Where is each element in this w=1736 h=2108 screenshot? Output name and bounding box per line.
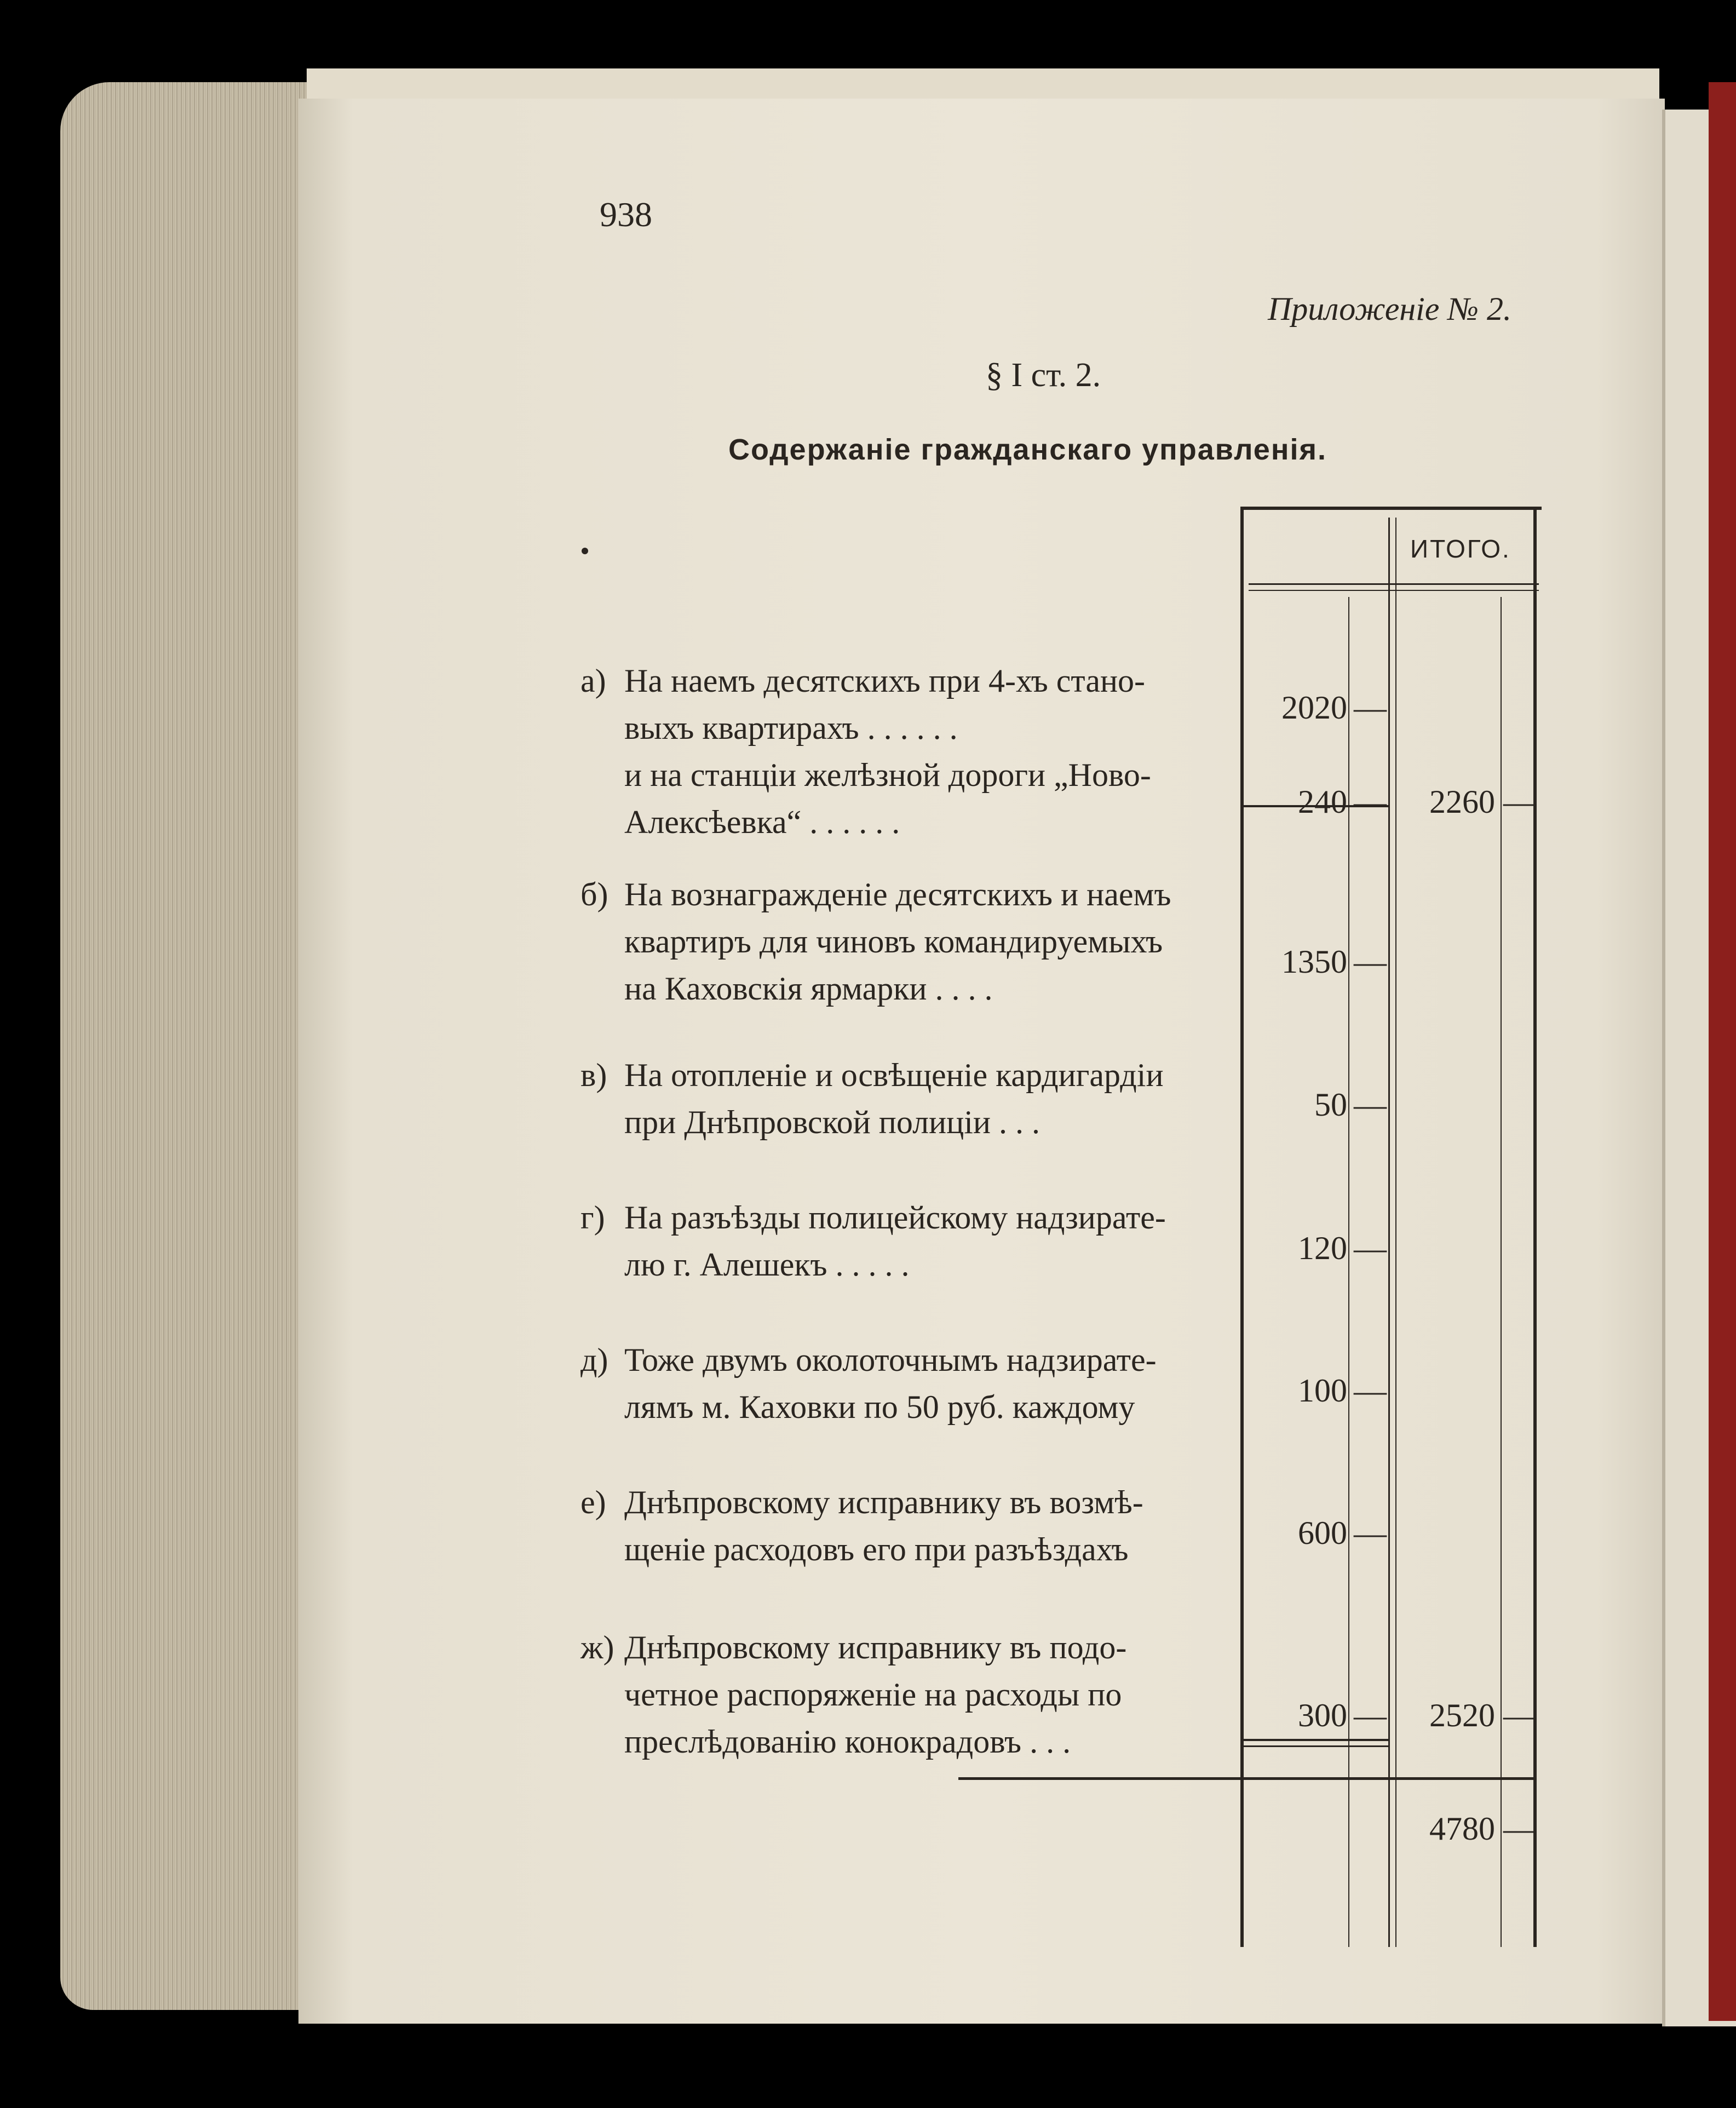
item-line: при Днѣпровской полиціи . . .	[624, 1104, 1041, 1140]
item-line: квартиръ для чиновъ командируемыхъ	[624, 923, 1163, 960]
amount: 50	[1314, 1087, 1347, 1123]
item-label: б)	[580, 876, 608, 912]
item-label: г)	[580, 1199, 605, 1236]
amount: 100	[1298, 1372, 1347, 1409]
book-cover-edge	[1709, 82, 1736, 2021]
amount: 2020	[1281, 690, 1347, 726]
page-number: 938	[600, 195, 652, 234]
subtotal-rule-3	[1240, 1745, 1388, 1747]
amount: 300	[1298, 1697, 1347, 1733]
subtotal: 2260	[1429, 784, 1495, 820]
item-line: лю г. Алешекъ . . . . .	[624, 1247, 910, 1283]
item-line: Алексѣевка“ . . . . . .	[624, 804, 900, 840]
amount: 240	[1298, 784, 1347, 820]
dash: —	[1354, 1372, 1387, 1409]
subcolumn-divider	[1348, 597, 1349, 1947]
amount: 120	[1298, 1230, 1347, 1266]
item-line: На отопленіе и освѣщеніе кардигардіи	[624, 1057, 1164, 1093]
subtotal: 2520	[1429, 1697, 1495, 1733]
stray-dot	[582, 548, 588, 554]
subtotal-rule-2	[1240, 1739, 1388, 1741]
table-left-border	[1240, 507, 1244, 1947]
item-line: выхъ квартирахъ . . . . . .	[624, 710, 958, 746]
dash: —	[1503, 1811, 1536, 1847]
item-line: Днѣпровскому исправнику въ подо-	[624, 1629, 1127, 1665]
dash: —	[1354, 1515, 1387, 1551]
grand-total: 4780	[1429, 1811, 1495, 1847]
dash: —	[1503, 1697, 1536, 1733]
item-line: преслѣдованію конокрадовъ . . .	[624, 1724, 1071, 1760]
dash: —	[1503, 784, 1536, 820]
item-label: д)	[580, 1342, 608, 1378]
item-label: е)	[580, 1484, 606, 1520]
item-line: четное распоряженіе на расходы по	[624, 1676, 1122, 1713]
item-label: а)	[580, 663, 606, 699]
item-line: Тоже двумъ околоточнымъ надзирате-	[624, 1342, 1157, 1378]
amount: 1350	[1281, 944, 1347, 980]
section-title: § I ст. 2.	[986, 357, 1101, 394]
item-line: на Каховскія ярмарки . . . .	[624, 970, 993, 1007]
item-line: щеніе расходовъ его при разъѣздахъ	[624, 1531, 1129, 1567]
amount: 600	[1298, 1515, 1347, 1551]
table-top-rule	[1240, 507, 1542, 510]
item-label: ж)	[580, 1629, 614, 1665]
dash: —	[1354, 784, 1387, 820]
item-line: и на станціи желѣзной дороги „Ново-	[624, 757, 1151, 793]
dash: —	[1354, 1087, 1387, 1123]
page-heading: Содержаніе гражданскаго управленія.	[728, 433, 1327, 466]
item-line: На наемъ десятскихъ при 4-хъ стано-	[624, 663, 1146, 699]
grand-total-rule	[958, 1777, 1533, 1780]
header-rule	[1249, 583, 1539, 585]
dash: —	[1354, 944, 1387, 980]
total-column-header: ИТОГО.	[1410, 535, 1511, 563]
item-line: лямъ м. Каховки по 50 руб. каждому	[624, 1389, 1135, 1425]
dash: —	[1354, 690, 1387, 726]
subcolumn-divider-2	[1501, 597, 1502, 1947]
item-line: На разъѣзды полицейскому надзирате-	[624, 1199, 1166, 1236]
book-page-stack	[60, 82, 323, 2010]
appendix-title: Приложеніе № 2.	[1267, 291, 1511, 327]
item-label: в)	[580, 1057, 607, 1093]
item-line: Днѣпровскому исправнику въ возмѣ-	[624, 1484, 1143, 1520]
dash: —	[1354, 1697, 1387, 1733]
header-rule-2	[1249, 590, 1539, 591]
item-line: На вознагражденіе десятскихъ и наемъ	[624, 876, 1171, 912]
dash: —	[1354, 1230, 1387, 1266]
